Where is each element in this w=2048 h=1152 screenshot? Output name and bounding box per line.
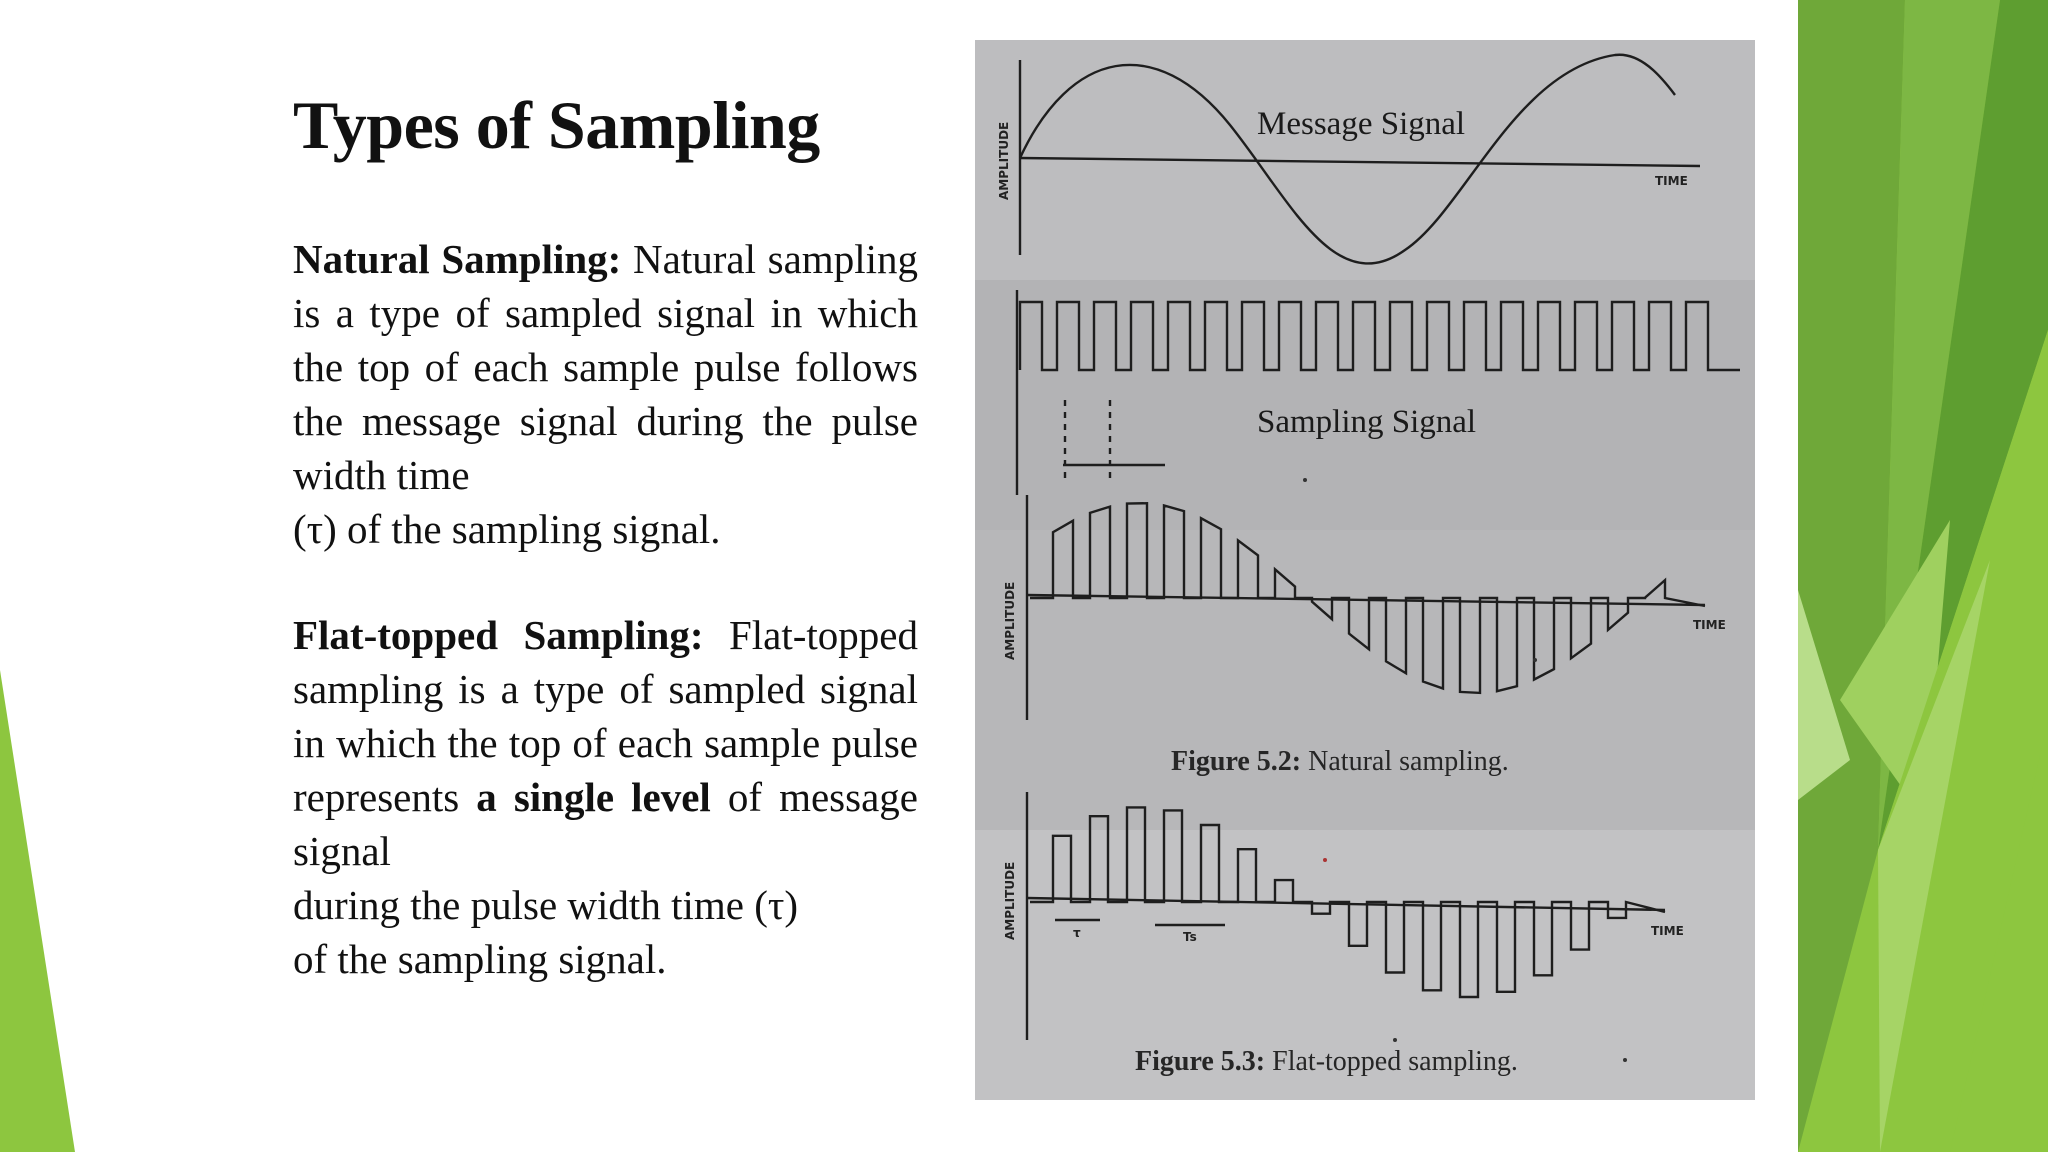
period-marker-label: Ts xyxy=(1183,930,1197,944)
figure-5-2-number: Figure 5.2: xyxy=(1171,746,1302,777)
sampling-waveforms xyxy=(975,40,1755,1100)
time-axis-label-flat: TIME xyxy=(1651,924,1684,938)
natural-sampling-paragraph xyxy=(293,232,918,556)
time-axis-label-top: TIME xyxy=(1655,174,1688,188)
figure-5-2-caption xyxy=(1171,746,1509,778)
single-level-emphasis: a single level xyxy=(476,774,711,820)
message-signal-label: Message Signal xyxy=(1257,106,1466,142)
natural-sampling-tail: (τ) of the sampling signal. xyxy=(293,506,721,552)
flat-topped-sampling-paragraph xyxy=(293,608,918,986)
natural-sampling-heading: Natural Sampling: xyxy=(293,236,622,282)
figure-5-3-text: Flat-topped sampling. xyxy=(1272,1046,1518,1077)
sampling-figure-photo xyxy=(975,40,1755,1100)
amplitude-axis-label-flat: AMPLITUDE xyxy=(1003,861,1017,940)
flat-topped-sampling-heading: Flat-topped Sampling: xyxy=(293,612,704,658)
flat-topped-line-pulse-width: during the pulse width time (τ) xyxy=(293,882,798,928)
sampling-signal-label: Sampling Signal xyxy=(1257,404,1477,440)
slide-title: Types of Sampling xyxy=(293,87,820,163)
figure-5-3-number: Figure 5.3: xyxy=(1135,1046,1266,1077)
flat-topped-sampling-body: Flat-topped sampling is a type of sampled signal in which the top of each sample pulse represents xyxy=(293,612,918,820)
amplitude-axis-label-natural: AMPLITUDE xyxy=(1003,581,1017,660)
tau-marker-label: τ xyxy=(1073,926,1081,940)
flat-topped-line-sampling-signal: of the sampling signal. xyxy=(293,936,667,982)
amplitude-axis-label-top: AMPLITUDE xyxy=(997,121,1011,200)
flat-topped-sampling-body-end: of message signal xyxy=(293,774,918,874)
natural-sampling-body: Natural sampling is a type of sampled signal in which the top of each sample pulse follows the message signal during the pulse width time xyxy=(293,236,918,498)
figure-5-2-text: Natural sampling. xyxy=(1308,746,1509,777)
figure-5-3-caption xyxy=(1135,1046,1518,1078)
time-axis-label-natural: TIME xyxy=(1693,618,1726,632)
